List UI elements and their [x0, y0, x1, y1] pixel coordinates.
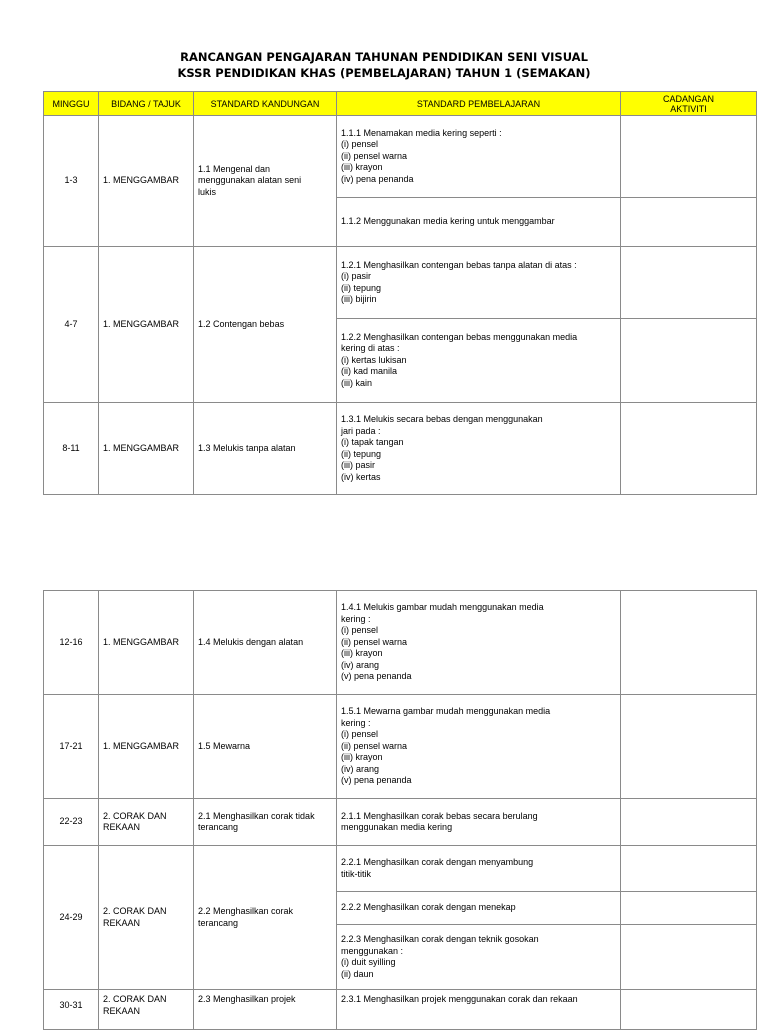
minggu-cell: 17-21: [44, 695, 99, 799]
standard-kandungan-cell: 1.4 Melukis dengan alatan: [194, 591, 337, 695]
standard-pembelajaran-cell: 2.2.3 Menghasilkan corak dengan teknik gosokan menggunakan : (i) duit syilling (ii) daun: [337, 925, 621, 990]
header-standard-kandungan: STANDARD KANDUNGAN: [194, 92, 337, 116]
bidang-cell: 1. MENGGAMBAR: [99, 247, 194, 403]
standard-pembelajaran-cell: 2.1.1 Menghasilkan corak bebas secara berulang menggunakan media kering: [337, 799, 621, 846]
plan-table-1: [43, 91, 757, 495]
aktiviti-cell: [621, 591, 757, 695]
standard-pembelajaran-cell: 1.1.1 Menamakan media kering seperti : (i) pensel (ii) pensel warna (iii) krayon (iv) pena penanda: [337, 116, 621, 198]
bidang-cell: 1. MENGGAMBAR: [99, 591, 194, 695]
aktiviti-cell: [621, 925, 757, 990]
minggu-cell: 1-3: [44, 116, 99, 247]
aktiviti-cell: [621, 799, 757, 846]
standard-pembelajaran-cell: 1.2.1 Menghasilkan contengan bebas tanpa alatan di atas : (i) pasir (ii) tepung (iii) bijirin: [337, 247, 621, 319]
bidang-cell: 2. CORAK DAN REKAAN: [99, 990, 194, 1030]
standard-kandungan-cell: 1.5 Mewarna: [194, 695, 337, 799]
standard-pembelajaran-cell: 1.3.1 Melukis secara bebas dengan menggunakan jari pada : (i) tapak tangan (ii) tepung (iii) pasir (iv) kertas: [337, 403, 621, 495]
document-title-line2: KSSR PENDIDIKAN KHAS (PEMBELAJARAN) TAHUN 1 (SEMAKAN): [177, 66, 591, 80]
table-row: [44, 247, 757, 319]
header-standard-pembelajaran: STANDARD PEMBELAJARAN: [337, 92, 621, 116]
aktiviti-cell: [621, 892, 757, 925]
standard-kandungan-cell: 1.1 Mengenal dan menggunakan alatan seni lukis: [194, 116, 337, 247]
standard-pembelajaran-cell: 1.1.2 Menggunakan media kering untuk menggambar: [337, 198, 621, 247]
table-row: [44, 799, 757, 846]
minggu-cell: 30-31: [44, 990, 99, 1030]
standard-pembelajaran-cell: 2.2.1 Menghasilkan corak dengan menyambung titik-titik: [337, 846, 621, 892]
aktiviti-cell: [621, 695, 757, 799]
header-cadangan-aktiviti: CADANGAN AKTIVITI: [621, 92, 757, 116]
standard-pembelajaran-cell: 1.5.1 Mewarna gambar mudah menggunakan media kering : (i) pensel (ii) pensel warna (iii) krayon (iv) arang (v) pena penanda: [337, 695, 621, 799]
document-title-line1: RANCANGAN PENGAJARAN TAHUNAN PENDIDIKAN SENI VISUAL: [180, 50, 588, 64]
standard-kandungan-cell: 2.3 Menghasilkan projek: [194, 990, 337, 1030]
bidang-cell: 1. MENGGAMBAR: [99, 695, 194, 799]
table-row: [44, 846, 757, 892]
table-row: [44, 591, 757, 695]
aktiviti-cell: [621, 319, 757, 403]
standard-pembelajaran-cell: 2.2.2 Menghasilkan corak dengan menekap: [337, 892, 621, 925]
minggu-cell: 22-23: [44, 799, 99, 846]
minggu-cell: 12-16: [44, 591, 99, 695]
header-row: [44, 92, 757, 116]
bidang-cell: 1. MENGGAMBAR: [99, 116, 194, 247]
bidang-cell: 2. CORAK DAN REKAAN: [99, 846, 194, 990]
standard-kandungan-cell: 2.1 Menghasilkan corak tidak terancang: [194, 799, 337, 846]
aktiviti-cell: [621, 403, 757, 495]
minggu-cell: 8-11: [44, 403, 99, 495]
minggu-cell: 24-29: [44, 846, 99, 990]
table-row: [44, 116, 757, 198]
standard-pembelajaran-cell: 1.4.1 Melukis gambar mudah menggunakan media kering : (i) pensel (ii) pensel warna (iii) krayon (iv) arang (v) pena penanda: [337, 591, 621, 695]
plan-table-2: [43, 590, 757, 1030]
bidang-cell: 1. MENGGAMBAR: [99, 403, 194, 495]
table-row: [44, 695, 757, 799]
aktiviti-cell: [621, 116, 757, 198]
aktiviti-cell: [621, 247, 757, 319]
table-row: [44, 403, 757, 495]
bidang-cell: 2. CORAK DAN REKAAN: [99, 799, 194, 846]
header-bidang: BIDANG / TAJUK: [99, 92, 194, 116]
aktiviti-cell: [621, 198, 757, 247]
aktiviti-cell: [621, 846, 757, 892]
minggu-cell: 4-7: [44, 247, 99, 403]
header-minggu: MINGGU: [44, 92, 99, 116]
standard-kandungan-cell: 1.2 Contengan bebas: [194, 247, 337, 403]
standard-pembelajaran-cell: 1.2.2 Menghasilkan contengan bebas menggunakan media kering di atas : (i) kertas lukisan (ii) kad manila (iii) kain: [337, 319, 621, 403]
standard-kandungan-cell: 1.3 Melukis tanpa alatan: [194, 403, 337, 495]
standard-pembelajaran-cell: 2.3.1 Menghasilkan projek menggunakan corak dan rekaan: [337, 990, 621, 1030]
standard-kandungan-cell: 2.2 Menghasilkan corak terancang: [194, 846, 337, 990]
